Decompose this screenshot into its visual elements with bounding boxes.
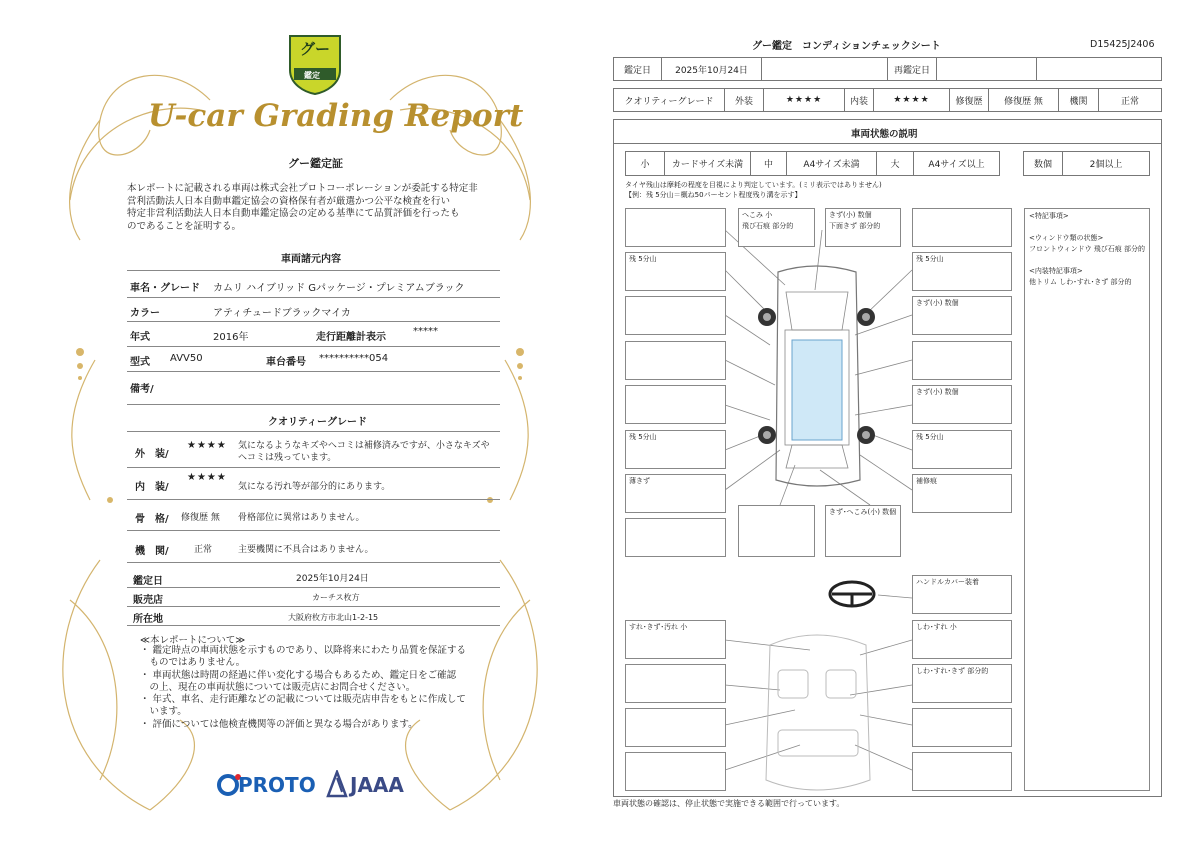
annot-text: 下面きず 部分的 [829, 222, 881, 230]
annot-box-tire-rear-right [912, 430, 1012, 469]
annot-box-right-2 [912, 296, 1012, 335]
redate-label-cell [887, 57, 937, 81]
repair-label: 修復歴 [955, 96, 983, 107]
color-label: カラー [130, 308, 160, 319]
legend-small-desc [664, 151, 751, 176]
ext-stars-cell [763, 88, 845, 112]
annot-box-left-4 [625, 385, 726, 424]
special-note-line [1029, 222, 1145, 233]
engine-desc: 主要機関に不具合はありません。 [238, 545, 374, 555]
interior-desc: 気になる汚れ等が部分的にあります。 [238, 482, 391, 492]
special-note-line: 他トリム しわ･すれ･きず 部分的 [1029, 278, 1132, 286]
special-note-line: <ウィンドウ類の状態> [1029, 234, 1104, 242]
model-code: AVV50 [170, 353, 203, 364]
annot-text: きず･へこみ(小) 数個 [829, 508, 897, 516]
annot-box-left-2 [625, 296, 726, 335]
annot-text: 薄きず [629, 477, 650, 485]
int-stars: ★★★★ [893, 95, 930, 105]
annot-box-interior-l4 [625, 752, 726, 791]
annot-text: 残 5分山 [916, 433, 944, 441]
annot-text: きず(小) 数個 [916, 388, 959, 396]
annot-box-tire-front-left [625, 252, 726, 291]
annot-box-interior-l1 [625, 620, 726, 659]
annot-box-tire-rear-left [625, 430, 726, 469]
date-value-cell [661, 57, 762, 81]
legend-desc: A4サイズ未満 [803, 160, 860, 170]
annot-text: しわ･すれ･きず 部分的 [916, 667, 989, 675]
annot-box-tire-front-right [912, 252, 1012, 291]
annot-box-interior-r4 [912, 752, 1012, 791]
legend-small [625, 151, 665, 176]
engine-value: 正常 [1120, 96, 1139, 107]
annot-box-right-3 [912, 341, 1012, 380]
note-line: ものではありません。 [140, 657, 246, 669]
chassis-label: 車台番号 [266, 357, 306, 368]
repair-label-cell [949, 88, 989, 112]
special-note-line: フロントウィンドウ 飛び石痕 部分的 [1029, 245, 1146, 253]
badge-top-text: グー [300, 40, 331, 58]
int-stars-cell [873, 88, 950, 112]
note-line: ・ 評価については他検査機関等の評価と異なる場合があります。 [140, 718, 418, 730]
date-label-cell [613, 57, 662, 81]
section-title: 車両状態の説明 [851, 129, 918, 140]
annot-text: きず(小) 数個 [916, 299, 959, 307]
name-label: 車名・グレード [130, 283, 200, 294]
ext-stars: ★★★★ [785, 95, 823, 105]
legend-large [876, 151, 914, 176]
glass-area [792, 340, 842, 440]
tire-note-line: タイヤ残山は摩耗の程度を目視により判定しています。(ミリ表示ではありません) [625, 181, 882, 189]
annot-text: しわ･すれ 小 [916, 623, 957, 631]
annot-box-interior-r1 [912, 620, 1012, 659]
notes-list [140, 645, 466, 731]
annot-box-front-bumper [738, 208, 815, 247]
frame-desc: 骨格部位に異常はありません。 [238, 513, 365, 523]
cert-intro [127, 183, 478, 233]
annot-box-hood [825, 208, 901, 247]
note-line: ・ 年式、車名、走行距離などの記載については販売店申告をもとに作成して [140, 694, 466, 706]
cert-heading: グー鑑定証 [288, 157, 343, 170]
legend-label: 中 [763, 160, 773, 170]
desc-line: ヘコミは残っています。 [238, 453, 337, 463]
inspection-date: 2025年10月24日 [675, 65, 748, 76]
annot-text: すれ･きず･汚れ 小 [629, 623, 688, 631]
steering-wheel-icon [830, 582, 874, 606]
address-label: 所在地 [133, 614, 163, 625]
engine-value-cell [1098, 88, 1162, 112]
annot-box-interior-l2 [625, 664, 726, 703]
vehicle-year: 2016年 [213, 332, 249, 343]
legend-several [1023, 151, 1063, 176]
report-title: U-car Grading Report [148, 98, 524, 134]
int-label-cell [844, 88, 874, 112]
proto-logo-text: PROTO [238, 773, 316, 797]
special-note-line: <特記事項> [1029, 212, 1069, 220]
chassis-number: **********054 [319, 353, 389, 364]
frame-value: 修復歴 無 [181, 513, 220, 523]
sheet-footer: 車両状態の確認は、停止状態で実施できる範囲で行っています。 [613, 799, 845, 808]
intro-line: 本レポートに記載される車両は株式会社プロトコーポレーションが委託する特定非 [127, 183, 478, 194]
notes-heading: ≪本レポートについて≫ [140, 635, 246, 646]
tire-note [625, 180, 882, 200]
annot-box-interior-r2 [912, 664, 1012, 703]
annot-box-left-3 [625, 341, 726, 380]
blank-cell [761, 57, 888, 81]
annot-box-interior-l3 [625, 708, 726, 747]
intro-line: 営利活動法人日本自動車鑑定協会の資格保有者が厳選かつ公平な検査を行い [127, 195, 451, 207]
int-label: 内装 [849, 96, 868, 107]
model-label: 型式 [130, 357, 150, 368]
legend-medium-desc [786, 151, 877, 176]
quality-grade-label: クオリティーグレード [624, 96, 714, 107]
desc-line: 気になるようなキズやヘコミは補修済みですが、小さなキズや [238, 441, 490, 451]
annot-text: 残 5分山 [629, 433, 657, 441]
redate-label: 再鑑定日 [893, 65, 930, 76]
legend-large-desc [913, 151, 1000, 176]
vehicle-name: カムリ ハイブリッド Gパッケージ・プレミアムブラック [213, 283, 465, 294]
exterior-desc [238, 440, 490, 464]
annot-box-rear-left [625, 518, 726, 557]
annot-box-trunk [825, 505, 901, 557]
annot-text: 飛び石痕 部分的 [742, 222, 794, 230]
exterior-stars: ★★★★ [187, 440, 227, 451]
interior-label: 内 装/ [135, 482, 169, 493]
special-notes-box [1024, 208, 1150, 791]
legend-desc: A4サイズ以上 [928, 160, 985, 170]
annot-box-right-repair [912, 474, 1012, 513]
annot-box-right-4 [912, 385, 1012, 424]
vehicle-color: アティチュードブラックマイカ [213, 308, 351, 319]
frame-label: 骨 格/ [135, 514, 169, 525]
mileage-label: 走行距離計表示 [316, 332, 386, 343]
annot-box-front-right-top [912, 208, 1012, 247]
inspection-date: 2025年10月24日 [296, 574, 369, 584]
legend-several-desc [1062, 151, 1150, 176]
legend-label: 数個 [1033, 160, 1052, 170]
interior-stars: ★★★★ [187, 472, 227, 483]
repair-value-cell [988, 88, 1059, 112]
annot-text: へこみ 小 [742, 211, 773, 219]
remarks-label: 備考/ [130, 384, 154, 395]
note-line: います。 [140, 706, 187, 718]
annot-box-rear-bumper [738, 505, 815, 557]
shop-address: 大阪府枚方市北山1-2-15 [288, 613, 379, 622]
legend-label: 小 [640, 160, 650, 170]
legend-desc: 2個以上 [1089, 160, 1123, 170]
jaaa-logo-icon [326, 770, 348, 798]
document-id: D15425J2406 [1090, 39, 1155, 50]
annot-text: 補修痕 [916, 477, 937, 485]
special-note-line [1029, 255, 1145, 266]
redate-value-cell [936, 57, 1037, 81]
exterior-label: 外 装/ [135, 449, 169, 460]
sheet-title: グー鑑定 コンディションチェックシート [752, 41, 941, 52]
blank-cell [1036, 57, 1162, 81]
mileage-value: ***** [413, 326, 438, 337]
shop-name: カーチス枚方 [312, 593, 360, 602]
ext-label: 外装 [734, 96, 753, 107]
ext-label-cell [724, 88, 764, 112]
annot-text: きず(小) 数個 [829, 211, 872, 219]
legend-desc: カードサイズ未満 [671, 160, 744, 170]
shop-label: 販売店 [133, 595, 163, 606]
repair-value: 修復歴 無 [1004, 96, 1043, 107]
intro-line: 特定非営利活動法人日本自動車鑑定協会の定める基準にて品質評価を行ったも [127, 208, 460, 219]
annot-text: 残 5分山 [629, 255, 657, 263]
annot-text: ハンドルカバー装着 [916, 578, 979, 586]
note-line: の上、現在の車両状態については販売店にお問合せください。 [140, 681, 416, 693]
note-line: ・ 車両状態は時間の経過に伴い変化する場合もあるため、鑑定日をご確認 [140, 669, 457, 681]
badge-bottom-text: 鑑定 [304, 71, 320, 80]
date-label: 鑑定日 [133, 576, 163, 587]
engine-value: 正常 [194, 545, 213, 555]
tire-note-line: 【例：残 5分山＝概ね50パーセント程度残り溝を示す】 [625, 191, 802, 199]
legend-medium [750, 151, 787, 176]
annot-text: 残 5分山 [916, 255, 944, 263]
jaaa-logo-text: JAAA [350, 773, 404, 797]
annot-box-steering [912, 575, 1012, 614]
year-label: 年式 [130, 332, 150, 343]
special-note-line: <内装特記事項> [1029, 267, 1083, 275]
engine-label: 機 関/ [135, 546, 169, 557]
annot-box-interior-r3 [912, 708, 1012, 747]
engine-label-cell [1058, 88, 1099, 112]
date-label: 鑑定日 [623, 65, 651, 76]
annot-box-left-scratch [625, 474, 726, 513]
spec-heading: 車両諸元内容 [281, 254, 341, 265]
quality-heading: クオリティーグレード [268, 417, 367, 428]
legend-label: 大 [890, 160, 900, 170]
engine-label: 機関 [1069, 96, 1088, 107]
intro-line: のであることを証明する。 [127, 220, 242, 232]
note-line: ・ 鑑定時点の車両状態を示すものであり、以降将来にわたり品質を保証する [140, 645, 467, 656]
quality-grade-label-cell [613, 88, 725, 112]
annot-box-front-left-top [625, 208, 726, 247]
